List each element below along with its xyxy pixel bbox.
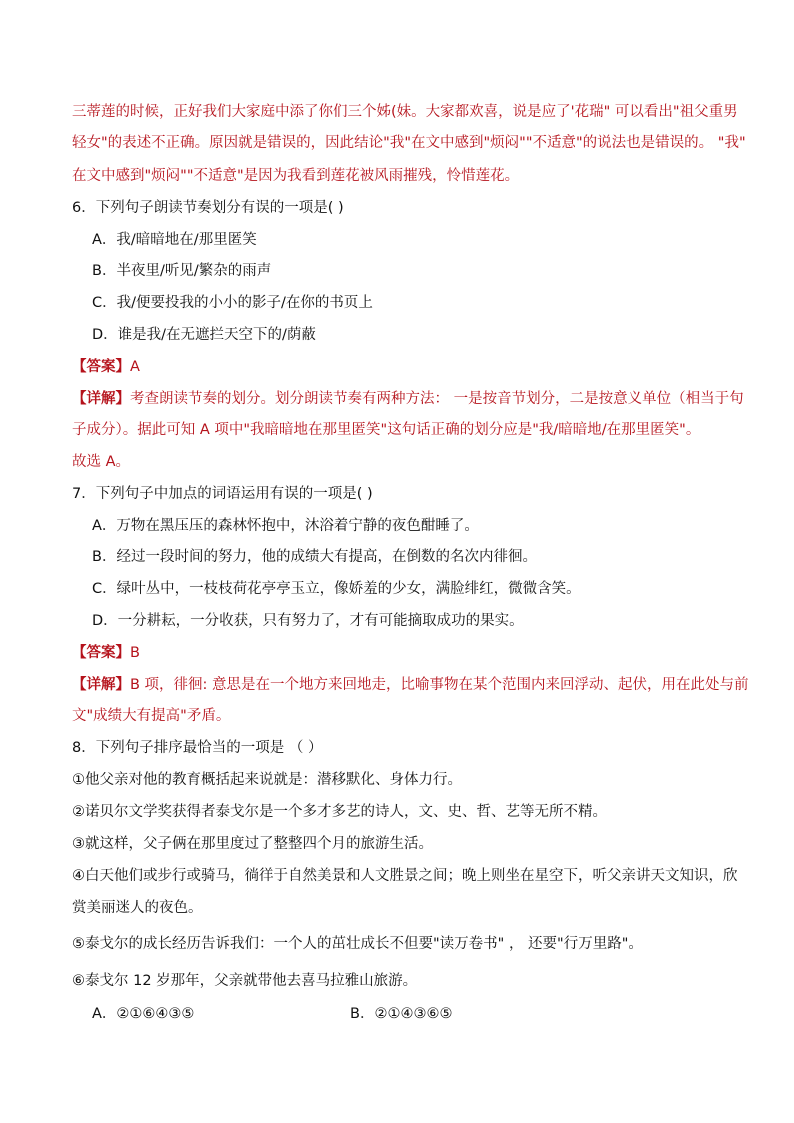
question-7-option-c: C．绿叶丛中，一枝枝荷花亭亭玉立，像娇羞的少女，满脸绯红，微微含笑。	[92, 581, 581, 597]
sentence-5: ⑤泰戈尔的成长经历告诉我们：一个人的茁壮成长不但要"读万卷书" ， 还要"行万里路"。	[72, 936, 643, 952]
sentence-2: ②诺贝尔文学奖获得者泰戈尔是一个多才多艺的诗人，文、史、哲、艺等无所不精。	[72, 804, 607, 820]
question-7-option-d: D．一分耕耘，一分收获，只有努力了，才有可能摘取成功的果实。	[92, 613, 524, 629]
question-6-detail	[72, 389, 744, 409]
question-6-option-a: A．我/暗暗地在/那里匿笑	[92, 232, 257, 248]
question-7-option-b: B．经过一段时间的努力，他的成绩大有提高，在倒数的名次内徘徊。	[92, 549, 537, 565]
explanation-line: 轻女"的表述不正确。原因就是错误的，因此结论"我"在文中感到"烦闷""不适意"的说法也是错误的。 "我"	[72, 135, 746, 151]
explanation-line: 在文中感到"烦闷""不适意"是因为我看到莲花被风雨摧残，怜惜莲花。	[72, 168, 520, 184]
sentence-4-cont: 赏美丽迷人的夜色。	[72, 900, 203, 916]
question-8-options	[92, 1004, 712, 1024]
question-7-stem: 7．下列句子中加点的词语运用有误的一项是( )	[72, 486, 373, 502]
question-7-detail	[72, 675, 749, 695]
question-6-answer	[72, 357, 140, 377]
question-7-answer	[72, 643, 140, 663]
question-7-option-a: A．万物在黑压压的森林怀抱中，沐浴着宁静的夜色酣睡了。	[92, 518, 479, 534]
question-8-option-a: A．②①⑥④③⑤	[92, 1006, 195, 1022]
question-6-option-b: B．半夜里/听见/繁杂的雨声	[92, 263, 272, 279]
explanation-line: 三蒂莲的时候，正好我们大家庭中添了你们三个姊(妹。大家都欢喜，说是应了'花瑞" 可以看出"祖父重男	[72, 104, 738, 120]
answer-tag: 【答案】	[72, 359, 130, 375]
question-6-conclusion: 故选 A。	[72, 454, 131, 470]
sentence-3: ③就这样，父子俩在那里度过了整整四个月的旅游生活。	[72, 836, 433, 852]
answer-value: B	[130, 645, 140, 661]
detail-text: B 项，徘徊: 意思是在一个地方来回地走，比喻事物在某个范围内来回浮动、起伏，用在此处与前	[130, 677, 749, 693]
question-6-detail-cont: 子成分）。据此可知 A 项中"我暗暗地在那里匿笑"这句话正确的划分应是"我/暗暗地/在那里匿笑"。	[72, 422, 701, 438]
detail-tag: 【详解】	[72, 677, 130, 693]
question-7-detail-cont: 文"成绩大有提高"矛盾。	[72, 708, 231, 724]
detail-tag: 【详解】	[72, 391, 130, 407]
sentence-6: ⑥泰戈尔 12 岁那年，父亲就带他去喜马拉雅山旅游。	[72, 973, 418, 989]
detail-text: 考查朗读节奏的划分。划分朗读节奏有两种方法： 一是按音节划分，二是按意义单位（相当于句	[130, 391, 744, 407]
question-6-stem: 6．下列句子朗读节奏划分有误的一项是( )	[72, 200, 344, 216]
sentence-1: ①他父亲对他的教育概括起来说就是：潜移默化、身体力行。	[72, 772, 462, 788]
question-8-option-b: B．②①④③⑥⑤	[350, 1006, 453, 1022]
answer-value: A	[130, 359, 140, 375]
sentence-4: ④白天他们或步行或骑马，徜徉于自然美景和人文胜景之间；晚上则坐在星空下，听父亲讲天文知识，欣	[72, 868, 738, 884]
question-6-option-c: C．我/便要投我的小小的影子/在你的书页上	[92, 295, 373, 311]
answer-tag: 【答案】	[72, 645, 130, 661]
question-6-option-d: D．谁是我/在无遮拦天空下的/荫蔽	[92, 327, 316, 343]
question-8-stem: 8．下列句子排序最恰当的一项是 （ ）	[72, 740, 323, 756]
